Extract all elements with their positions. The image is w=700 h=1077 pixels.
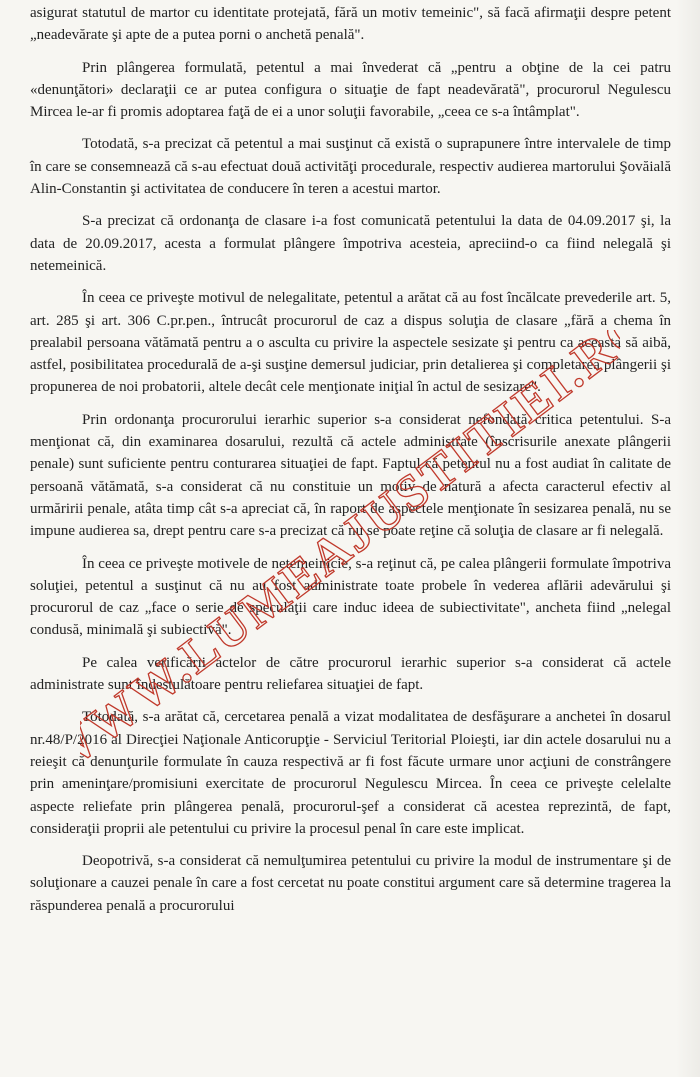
document-body bbox=[30, 2, 671, 927]
paragraph-6: Prin ordonanţa procurorului ierarhic superior s-a considerat nefondată critica petentului. S-a menţionat că, din examinarea dosarului, rezultă că actele administrate (înscrisurile anexate plângerii penale) sunt suficiente pentru conturarea situaţiei de fapt. Faptul că petentul nu a fost audiat în calitate de persoană vătămată, s-a considerat că nu constituie un motiv de natură a afecta caracterul efectiv al urmăririi penale, atâta timp cât s-a apreciat că, în raport de aspectele menţionate în sesizarea penală, nu se impune audierea sa, drept pentru care s-a precizat că nu se poate reţine că soluţia de clasare ar fi nelegală. bbox=[30, 411, 671, 540]
paragraph-4: S-a precizat că ordonanţa de clasare i-a fost comunicată petentului la data de 04.09.2017 şi, la data de 20.09.2017, acesta a formulat plângere împotriva acesteia, apreciind-o ca fiind nelegală şi netemeinică. bbox=[30, 213, 671, 274]
paragraph-1: asigurat statutul de martor cu identitate protejată, fără un motiv temeinic", să facă afirmaţii despre petent „neadevărate şi apte de a putea porni o anchetă penală". bbox=[30, 5, 671, 44]
paragraph-5: În ceea ce priveşte motivul de nelegalitate, petentul a arătat că au fost încălcate prevederile art. 5, art. 285 şi art. 306 C.pr.pen., întrucât procurorul de caz a dispus soluţia de clasare „fără a chema în prealabil persoana vătămată pentru a o asculta cu privire la aspectele sesizate şi pentru ca aceasta să aibă, astfel, posibilitatea procedurală de a-şi susţine demersul judiciar, prin detalierea şi completarea plângerii şi propunerea de noi probatorii, altele decât cele menţionate iniţial în actul de sesizare". bbox=[30, 290, 671, 396]
scan-edge-shadow bbox=[676, 0, 700, 1077]
paragraph-7: În ceea ce priveşte motivele de netemeinicie, s-a reţinut că, pe calea plângerii formulate împotriva soluţiei, petentul a susţinut că nu au fost administrate toate probele în vederea aflării adevărului şi procurorul de caz „face o serie de speculaţii care induc ideea de subiectivitate", ancheta fiind „nelegal condusă, minimală şi subiectivă". bbox=[30, 555, 671, 639]
watermark-text: WWW.LUMEAJUSTITIEI.RO bbox=[80, 330, 620, 760]
paragraph-8: Pe calea verificării actelor de către procurorul ierarhic superior s-a considerat că actele administrate sunt îndestulătoare pentru reliefarea situaţiei de fapt. bbox=[30, 654, 671, 694]
paragraph-2: Prin plângerea formulată, petentul a mai învederat că „pentru a obţine de la cei patru «denunţători» declaraţii ce ar putea configura o situaţie de fapt neadevărată", procurorul Negulescu Mircea le-ar fi promis adoptarea faţă de ei a unor soluţii favorabile, „ceea ce s-a întâmplat". bbox=[30, 59, 671, 121]
paragraph-10: Deopotrivă, s-a considerat că nemulţumirea petentului cu privire la modul de instrumentare şi de soluţionare a cauzei penale în care a fost cercetat nu poate constitui argument care să determine tragerea la răspunderea penală a procurorului bbox=[30, 853, 671, 914]
paragraph-3: Totodată, s-a precizat că petentul a mai susţinut că există o suprapunere între intervalele de timp în care se consemnează că s-au efectuat două activităţi procedurale, respectiv audierea martorului Şovăială Alin-Constantin şi activitatea de conducere în teren a acestui martor. bbox=[30, 136, 671, 198]
paragraph-9: Totodată, s-a arătat că, cercetarea penală a vizat modalitatea de desfăşurare a anchetei în dosarul nr.48/P/2016 al Direcţiei Naţionale Anticorupţie - Serviciul Teritorial Ploieşti, iar din actele dosarului nu a reieşit că denunţurile formulate în cauza respectivă ar fi fost făcute urmare unor acţiuni de constrângere prin ameninţare/promisiuni exercitate de procurorul Negulescu Mircea. În ceea ce priveşte celelalte aspecte reliefate prin plângerea penală, procurorul-şef a considerat că acestea reprezintă, de fapt, consideraţii proprii ale petentului cu privire la procesul penal în care este implicat. bbox=[30, 709, 671, 837]
